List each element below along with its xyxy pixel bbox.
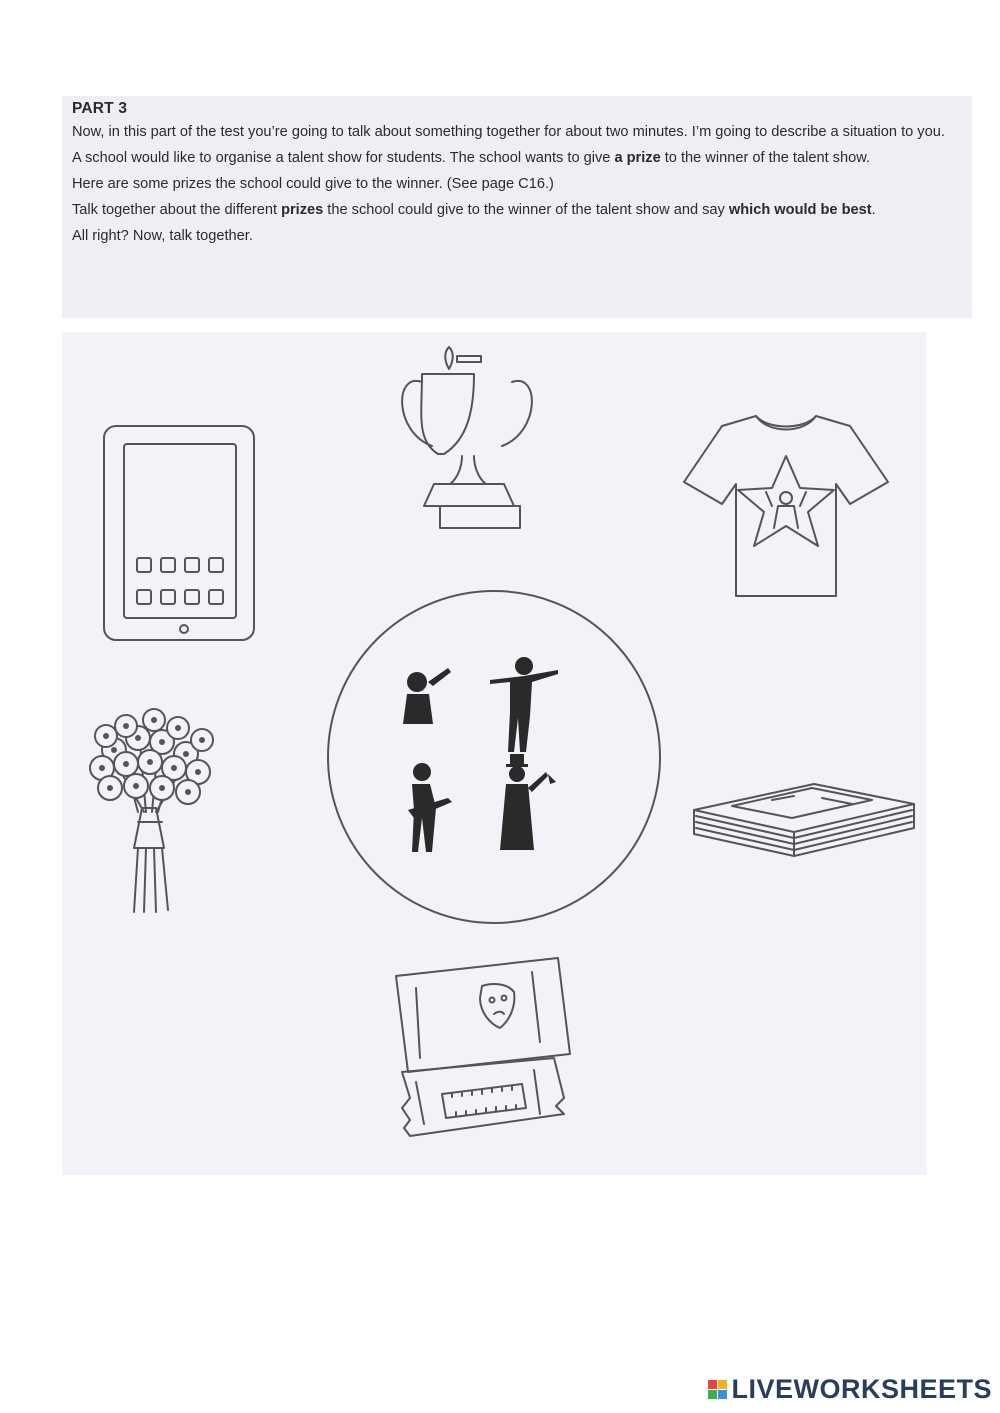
prize-pictures bbox=[62, 332, 926, 1175]
instructions-box bbox=[62, 96, 972, 318]
part-title: PART 3 bbox=[72, 100, 128, 117]
money-icon bbox=[694, 784, 914, 856]
tickets-icon bbox=[396, 958, 570, 1136]
prize-pictures-panel bbox=[62, 332, 926, 1175]
instruction-prizes: Here are some prizes the school could give to the winner. (See page C16.) bbox=[72, 176, 554, 192]
performers-icon bbox=[328, 591, 660, 923]
task-text-end: . bbox=[871, 202, 876, 218]
logo-text: LIVEWORKSHEETS bbox=[731, 1374, 992, 1404]
task-text-mid: the school could give to the winner of the talent show and say bbox=[323, 202, 729, 218]
trophy-icon bbox=[402, 347, 532, 528]
tshirt-icon bbox=[684, 416, 888, 596]
task-bold-prizes: prizes bbox=[281, 202, 324, 218]
situation-text-end: to the winner of the talent show. bbox=[660, 150, 870, 166]
situation-text: A school would like to organise a talent show for students. The school wants to give bbox=[72, 150, 615, 166]
liveworksheets-logo bbox=[708, 1374, 992, 1405]
tablet-icon bbox=[104, 426, 254, 640]
instruction-situation bbox=[72, 148, 964, 169]
bouquet-icon bbox=[90, 709, 213, 912]
task-bold-best: which would be best bbox=[728, 202, 872, 218]
instruction-intro: Now, in this part of the test you’re going to talk about something together for about two minutes. I’m going to describe a situation to you. bbox=[72, 124, 945, 140]
situation-bold: a prize bbox=[614, 150, 661, 166]
instruction-task bbox=[72, 200, 964, 221]
instruction-start: All right? Now, talk together. bbox=[72, 228, 253, 244]
logo-squares-icon bbox=[708, 1380, 727, 1399]
task-text: Talk together about the different bbox=[72, 202, 282, 218]
